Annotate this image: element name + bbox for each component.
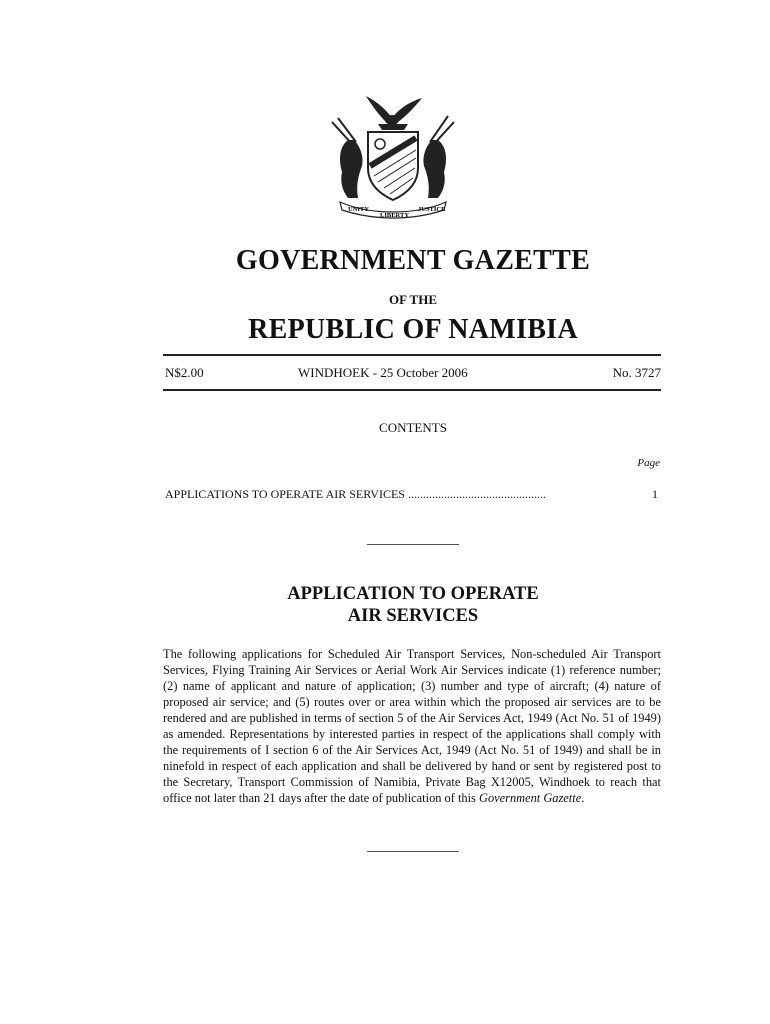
toc-entry-title: APPLICATIONS TO OPERATE AIR SERVICES .............................................. — [165, 487, 546, 501]
coat-of-arms — [318, 86, 468, 222]
section-divider — [367, 544, 459, 545]
notice-body-italic: Government Gazette — [479, 791, 582, 805]
contents-heading: CONTENTS — [379, 420, 447, 435]
issue-dateline: WINDHOEK - 25 October 2006 — [298, 365, 468, 380]
notice-heading-line1: APPLICATION TO OPERATE — [287, 584, 539, 604]
notice-body-text: The following applications for Scheduled Air Transport Services, Non-scheduled Air Transport Services, Flying Training Air Services or Aerial Work Air Services indicate (1) reference number; (2) name of applicant and nature of application; (3) number and type of aircraft; (4) nature of proposed air service; and (5) routes over or area within which the proposed air services are to be rendered and are published in terms of section 5 of the Air Services Act, 1949 (Act No. 51 of 1949) as amended. Representations by interested parties in respect of the applications shall comply with the requirements of I section 6 of the Air Services Act, 1949 (Act No. 51 of 1949) and shall be in ninefold in respect of each application and shall be delivered by hand or sent by registered post to the Secretary, Transport Commission of Namibia, Private Bag X12005, Windhoek to reach that office not later than 21 days after the date of publication of this — [163, 647, 661, 805]
ribbon-text-unity: UNITY — [348, 206, 369, 213]
namibia-coat-of-arms-icon — [318, 86, 468, 222]
end-divider — [367, 851, 459, 852]
of-the-label: OF THE — [388, 292, 438, 307]
notice-body — [163, 646, 661, 806]
notice-body-end: . — [581, 791, 585, 805]
issue-number: No. 3727 — [612, 365, 661, 380]
toc-entry-page: 1 — [652, 487, 658, 501]
notice-heading — [0, 583, 770, 627]
notice-heading-line2: AIR SERVICES — [347, 606, 479, 626]
country-title: REPUBLIC OF NAMIBIA — [248, 314, 578, 345]
gazette-title: GOVERNMENT GAZETTE — [235, 245, 591, 276]
masthead-top-rule — [163, 354, 661, 356]
page-column-label: Page — [637, 457, 660, 469]
masthead-bottom-rule — [163, 389, 661, 391]
issue-price: N$2.00 — [165, 365, 204, 380]
ribbon-text-liberty: LIBERTY — [380, 212, 410, 219]
ribbon-text-justice: JUSTICE — [418, 206, 446, 213]
